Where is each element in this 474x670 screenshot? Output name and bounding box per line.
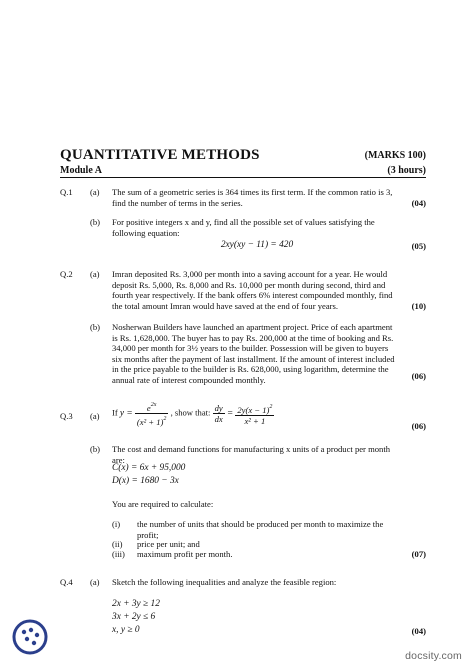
q3a-y-equals: y = xyxy=(119,408,133,419)
q3b-item-2-number: (ii) xyxy=(112,539,123,549)
q3a-marks: (06) xyxy=(411,421,426,431)
docsity-logo-icon xyxy=(10,617,50,657)
q3b-item-3-number: (iii) xyxy=(112,549,125,559)
q3a-fraction-result xyxy=(235,402,274,426)
q3a-den3: x² + 1 xyxy=(244,415,266,426)
q3b-cost-function: C(x) = 6x + 95,000 xyxy=(112,463,186,473)
q3a-fraction-dydx xyxy=(213,403,225,424)
q3-part-b-label: (b) xyxy=(90,444,101,454)
q2a-line-2: deposit Rs. 5,000, Rs. 8,000 and Rs. 10,000 per month during second, third and xyxy=(112,279,386,290)
q2b-line-4: six months after the payment of last installment. If the amount of interest included xyxy=(112,353,395,364)
q2b-marks: (06) xyxy=(411,371,426,381)
q4a-marks: (04) xyxy=(411,626,426,636)
q2b-line-2: is Rs. 1,628,000. The buyer has to pay Rs. 200,000 at the time of booking and Rs. xyxy=(112,332,394,343)
q3b-item-1-line-2: profit; xyxy=(137,529,159,540)
q2a-line-3: fourth year respectively. If the bank offers 6% interest compounded monthly, find xyxy=(112,290,393,301)
q2-part-a-text xyxy=(112,269,402,311)
q1a-marks: (04) xyxy=(411,198,426,208)
q1b-equation: 2xy(xy − 11) = 420 xyxy=(220,240,294,250)
q3b-marks: (07) xyxy=(411,549,426,559)
question-number-3: Q.3 xyxy=(60,411,73,421)
q4-inequality-3: x, y ≥ 0 xyxy=(112,625,140,635)
page-title: QUANTITATIVE METHODS xyxy=(60,147,260,163)
q2-part-a-label: (a) xyxy=(90,269,100,279)
q3a-dy: dy xyxy=(214,403,223,413)
q3b-requirement: You are required to calculate: xyxy=(112,499,214,509)
q3a-equals: = xyxy=(226,408,234,419)
duration: (3 hours) xyxy=(387,165,426,176)
q3a-num1-sup: 2x xyxy=(150,402,157,408)
q3a-num3-sup: 2 xyxy=(269,403,273,410)
q2b-line-6: annual rate of interest compounded monthly. xyxy=(112,374,266,385)
question-number-1: Q.1 xyxy=(60,187,73,197)
q4-part-a-text: Sketch the following inequalities and analyze the feasible region: xyxy=(112,577,337,587)
q1-part-b-label: (b) xyxy=(90,217,101,227)
q3a-formula xyxy=(112,400,274,427)
header-rule xyxy=(60,177,426,178)
q3b-item-1-text xyxy=(137,519,402,540)
q3a-fraction-y xyxy=(135,400,169,427)
q1b-marks: (05) xyxy=(411,241,426,251)
q2-part-b-text xyxy=(112,322,402,386)
q3a-num1: e xyxy=(146,403,151,413)
module-label: Module A xyxy=(60,165,102,176)
q3b-item-2-text: price per unit; and xyxy=(137,539,200,549)
q3b-line-1: The cost and demand functions for manufacturing x units of a product per month xyxy=(112,444,391,454)
q1b-line-2: following equation: xyxy=(112,227,180,238)
q3a-den1: (x² + 1) xyxy=(136,417,164,427)
q3a-if: If xyxy=(112,407,118,418)
q2b-line-3: 34,000 per month for 3½ years to the builder. Possession will be given to buyers xyxy=(112,343,389,354)
q3b-item-1-number: (i) xyxy=(112,519,121,529)
q3-part-b-text xyxy=(112,444,402,465)
q1-part-a-text xyxy=(112,187,402,208)
q3a-dx: dx xyxy=(214,414,223,424)
question-number-2: Q.2 xyxy=(60,269,73,279)
docsity-brand[interactable]: docsity.com xyxy=(405,650,462,662)
q2a-line-4: the total amount Imran would have saved at the end of four years. xyxy=(112,300,338,311)
q3b-line-2: are: xyxy=(112,454,125,465)
q1a-line-2: find the number of terms in the series. xyxy=(112,197,243,208)
q2b-line-1: Nosherwan Builders have launched an apartment project. Price of each apartment xyxy=(112,322,393,332)
q3b-item-1-line-1: the number of units that should be produced per month to maximize the xyxy=(137,519,384,529)
q3b-item-3-text: maximum profit per month. xyxy=(137,549,233,559)
q4-part-a-label: (a) xyxy=(90,577,100,587)
q3a-den1-sup: 2 xyxy=(163,416,167,422)
q4-inequality-2: 3x + 2y ≤ 6 xyxy=(112,612,156,622)
q1-part-b-text xyxy=(112,217,402,238)
q2a-marks: (10) xyxy=(411,301,426,311)
q3-part-a-label: (a) xyxy=(90,411,100,421)
q2-part-b-label: (b) xyxy=(90,322,101,332)
q3a-num3: 2y(x − 1) xyxy=(237,404,270,415)
q4-inequality-1: 2x + 3y ≥ 12 xyxy=(112,599,160,609)
total-marks: (MARKS 100) xyxy=(364,150,426,161)
q1-part-a-label: (a) xyxy=(90,187,100,197)
q2a-line-1: Imran deposited Rs. 3,000 per month into a saving account for a year. He would xyxy=(112,269,388,279)
q1a-line-1: The sum of a geometric series is 364 times its first term. If the common ratio is 3, xyxy=(112,187,393,197)
q1b-line-1: For positive integers x and y, find all the possible set of values satisfying the xyxy=(112,217,375,227)
q3a-show-that: , show that: xyxy=(170,407,211,418)
question-number-4: Q.4 xyxy=(60,577,73,587)
q3b-demand-function: D(x) = 1680 − 3x xyxy=(112,476,179,486)
q2b-line-5: in the price payable to the builder is Rs. 628,000, using logarithm, determine the xyxy=(112,364,389,375)
